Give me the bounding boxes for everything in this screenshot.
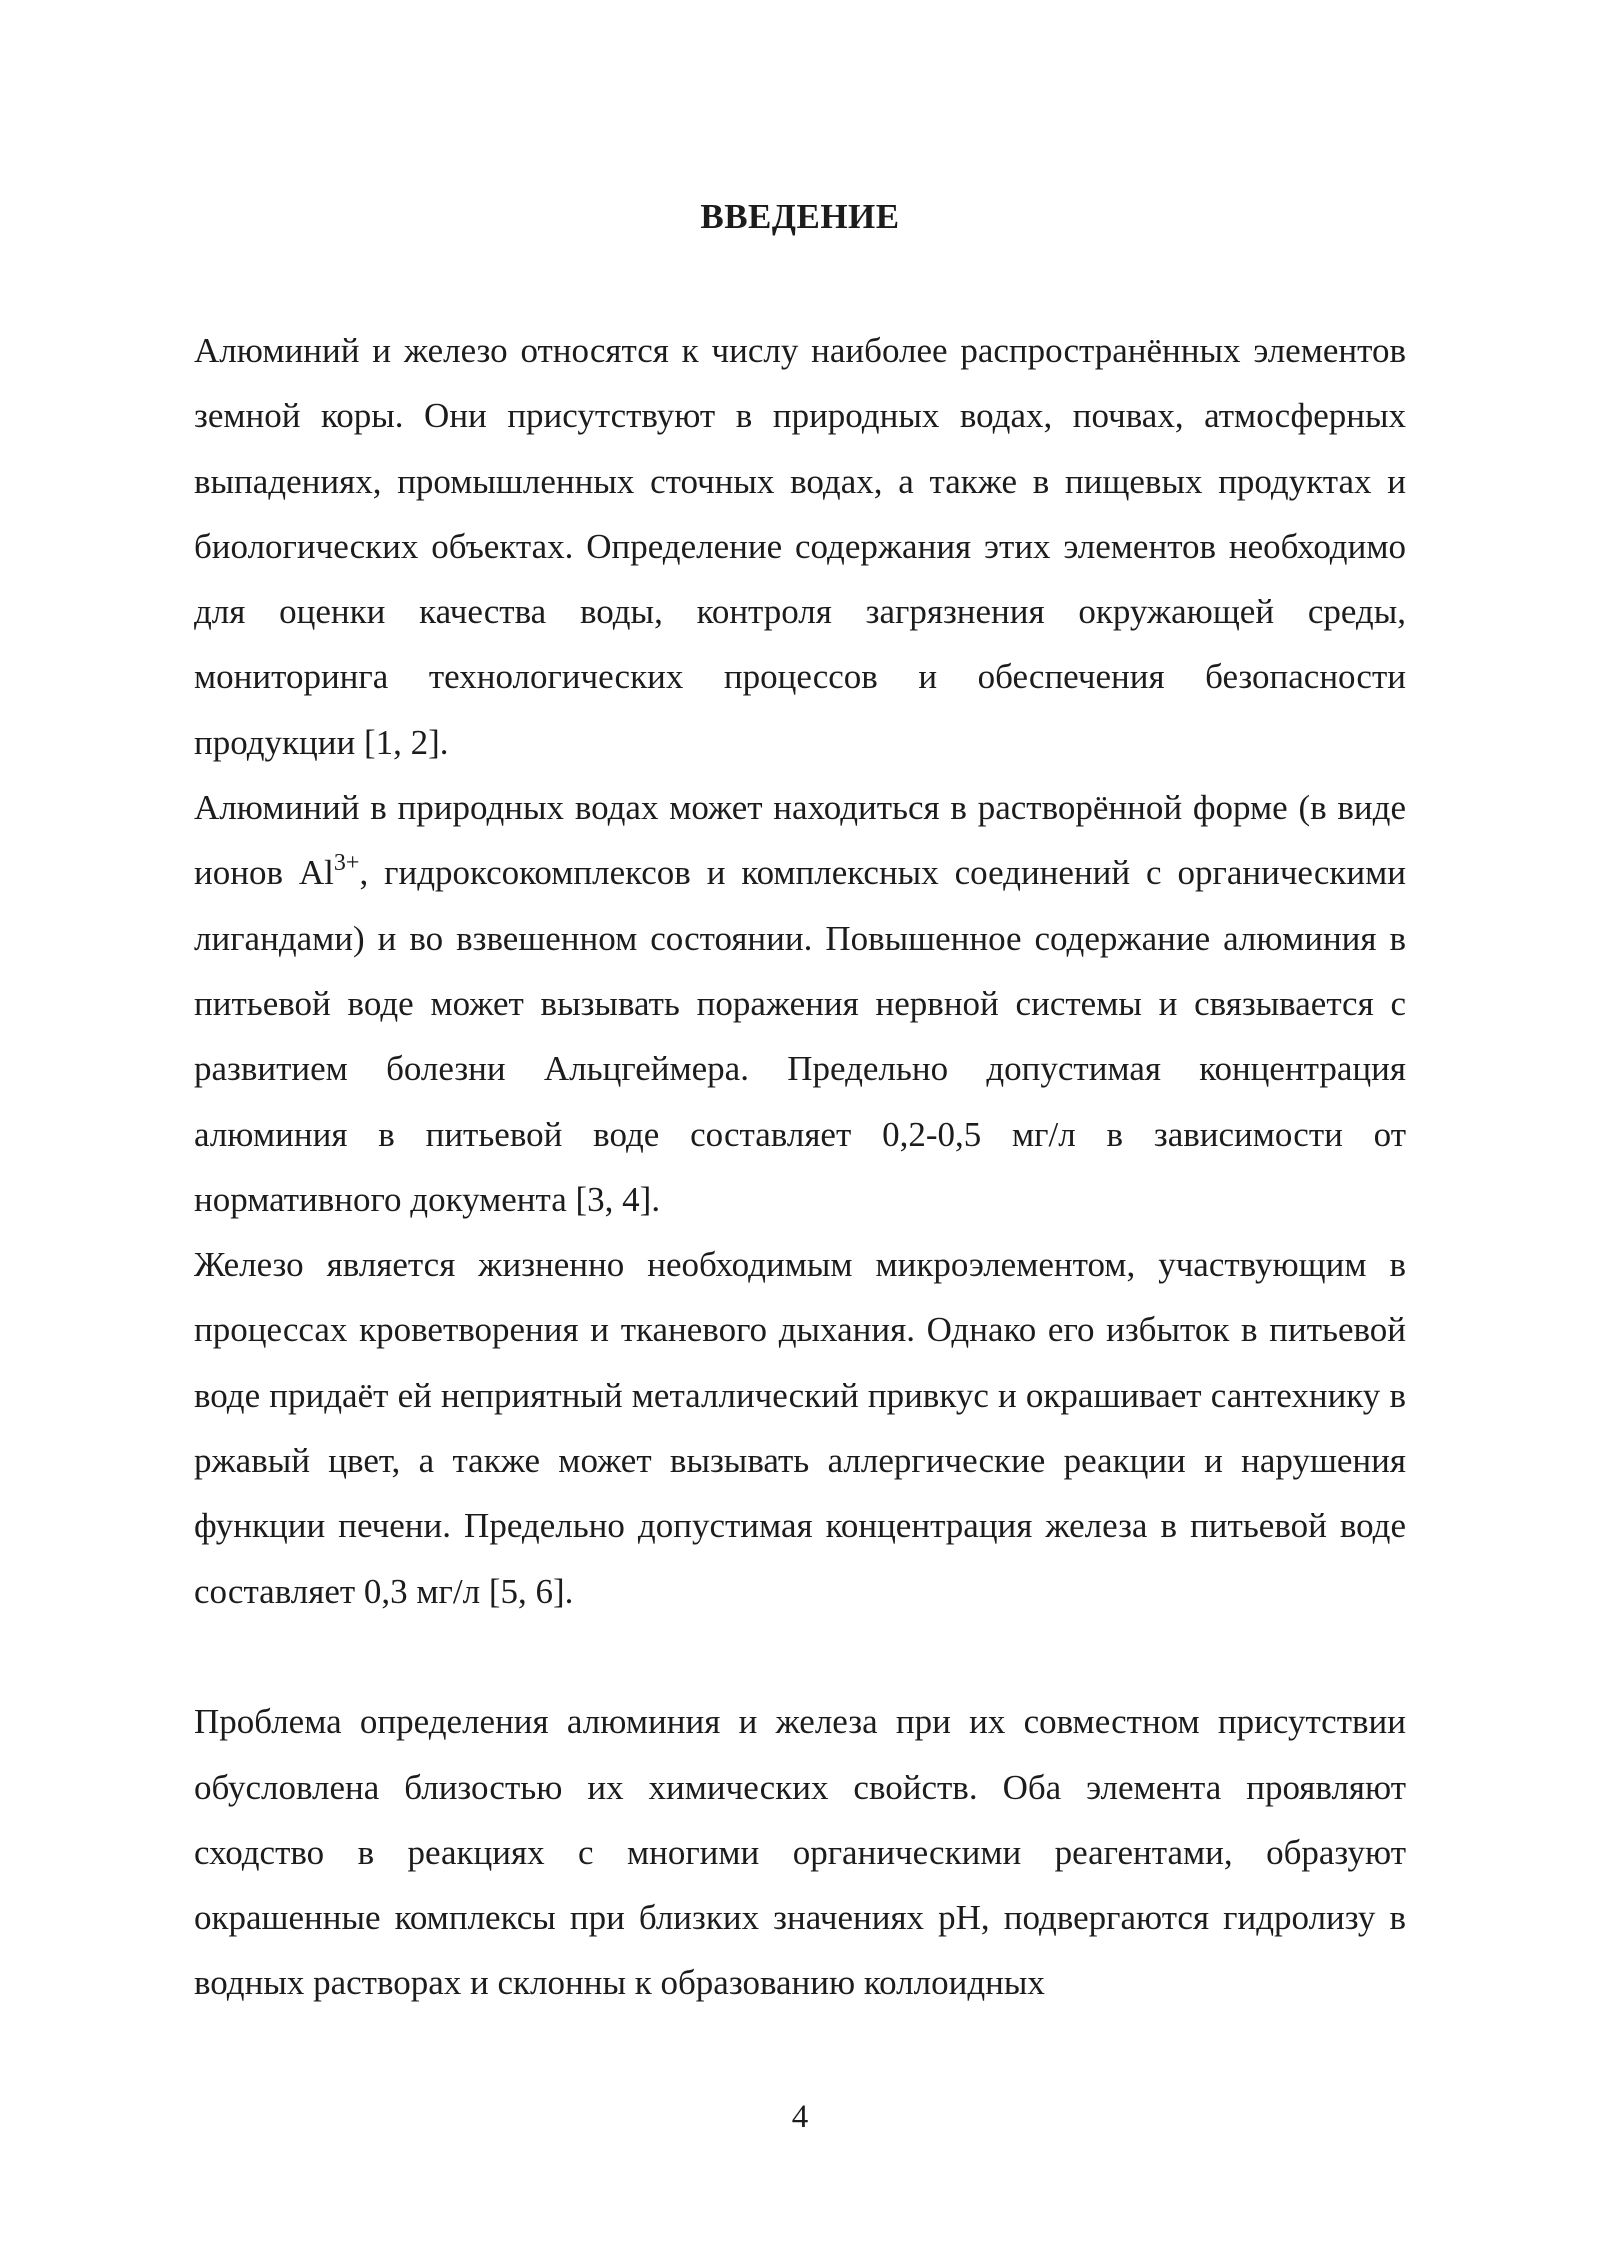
paragraph-intro: Алюминий и железо относятся к числу наиболее распространённых элементов земной коры. Они присутствуют в природных водах, почвах, атмосферных выпадениях, промышленных сточных водах, а также в пищевых продуктах и биологических объектах. Определение содержания этих элементов необходимо для оценки качества воды, контроля загрязнения окружающей среды, мониторинга технологических процессов и обеспечения безопасности продукции [1, 2]. [194,331,1406,762]
section-heading: ВВЕДЕНИЕ [700,197,900,236]
body-text [194,318,1406,2016]
ion-charge-superscript: 3+ [333,850,360,877]
paragraph-spacer [194,1624,1406,1689]
paragraph-aluminium [194,775,1406,1232]
paragraph-aluminium-text-end: , гидроксокомплексов и комплексных соединений с органическими лигандами) и во взвешенном состоянии. Повышенное содержание алюминия в питьевой воде может вызывать поражения нервной системы и связывается с развитием болезни Альцгеймера. Предельно допустимая концентрация алюминия в питьевой воде составляет 0,2-0,5 мг/л в зависимости от нормативного документа [3, 4]. [194,853,1406,1219]
paragraph-problem: Проблема определения алюминия и железа при их совместном присутствии обусловлена близостью их химических свойств. Оба элемента проявляют сходство в реакциях с многими органическими реагентами, образуют окрашенные комплексы при близких значениях pH, подвергаются гидролизу в водных растворах и склонны к образованию коллоидных [194,1702,1406,2003]
paragraph-iron: Железо является жизненно необходимым микроэлементом, участвующим в процессах кроветворения и тканевого дыхания. Однако его избыток в питьевой воде придаёт ей неприятный металлический привкус и окрашивает сантехнику в ржавый цвет, а также может вызывать аллергические реакции и нарушения функции печени. Предельно допустимая концентрация железа в питьевой воде составляет 0,3 мг/л [5, 6]. [194,1245,1406,1611]
page-number: 4 [791,2099,809,2135]
paragraph-aluminium-text-start: Алюминий в природных водах может находиться в растворённой форме (в виде ионов Al [194,788,1406,893]
